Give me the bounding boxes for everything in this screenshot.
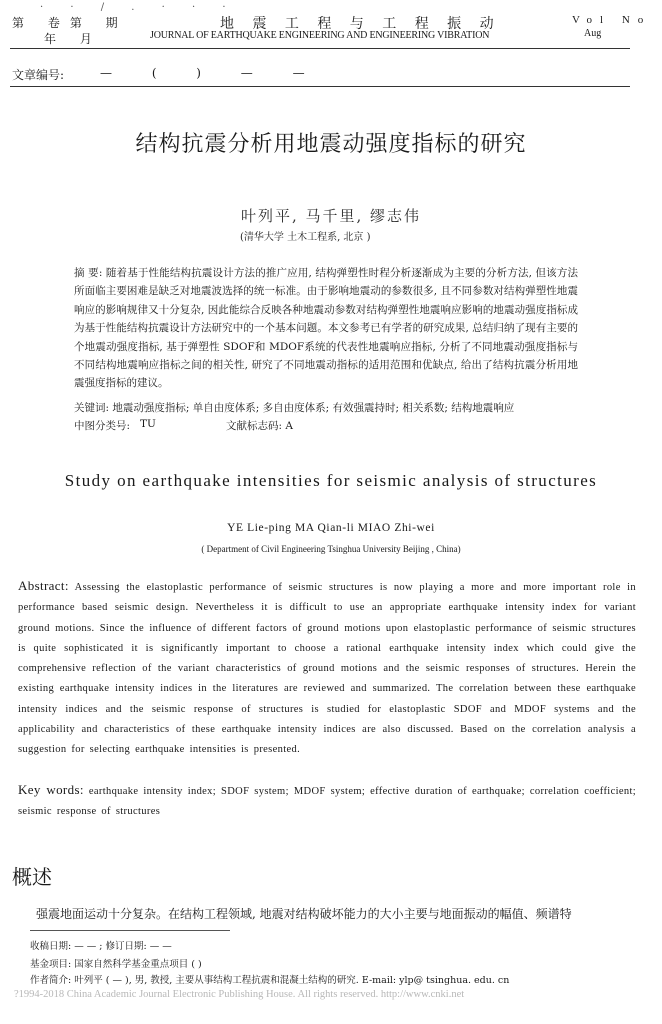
keywords-cn: 关键词: 地震动强度指标; 单自由度体系; 多自由度体系; 有效强震持时; 相关系数; 结构地震响应 [74,402,515,414]
header-marks: · · / . · · · [40,2,238,13]
affiliation-cn: (清华大学 土木工程系, 北京 ) [240,232,371,243]
clc-label: 中图分类号: [74,420,131,432]
month-label: Aug [584,28,602,39]
footnote-author: 作者简介: 叶列平 ( — ), 男, 教授, 主要从事结构工程抗震和混凝土结构的研究. E-mail: ylp@ tsinghua. edu. cn [30,975,510,986]
section-heading: 概述 [12,865,52,889]
article-number-label: 文章编号: [12,68,65,82]
keywords-en-label: Key words: [18,782,84,797]
keywords-en [18,780,636,823]
abstract-en [18,576,636,761]
abstract-en-label: Abstract: [18,578,69,593]
abstract-cn: 摘 要: 随着基于性能结构抗震设计方法的推广应用, 结构弹塑性时程分析逐渐成为主要的分析方法, 但该方法所面临主要困难是缺乏对地震波选择的统一标准。由于影响地震动的参数很多, 且不同参数对结构弹塑性地震响应的影响规律又十分复杂, 因此能综合反映各种地震动参数对结构弹塑性地震响应影响的地震动强度指标成为基于性能结构抗震设计方法研究中的一个基本问题。本文参考已有学者的研究成果, 总结归纳了现有主要的 个地震动强度指标, 基于弹塑性 SDOF和 MDOF系统的代表性地震响应指标, 分析了不同地震动强度指标与不同结构地震响应指标之间的相关性, 研究了不同地震动指标的适用范围和优缺点, 给出了结构抗震分析用地震强度指标的建议。 [74,267,578,390]
header-rule [10,48,630,49]
paper-title-cn: 结构抗震分析用地震动强度指标的研究 [135,132,527,157]
affiliation-en: ( Department of Civil Engineering Tsinghua University Beijing , China) [201,544,461,554]
footnote-rule [30,930,230,931]
vol-no-label: Vol No [572,14,652,26]
copyright-watermark: ?1994-2018 China Academic Journal Electronic Publishing House. All rights reserved. http://www.cnki.net [14,989,465,1000]
journal-title-en: JOURNAL OF EARTHQUAKE ENGINEERING AND ENGINEERING VIBRATION [150,30,490,41]
footnote-received: 收稿日期: — — ; 修订日期: — — [30,941,172,952]
abstract-en-text: Assessing the elastoplastic performance of seismic structures is now playing a more and more important role in performance based seismic design. Nevertheless it is difficult to use an appropriate earthquake intensity index for variant ground motions. Since the influence of different factors of ground motions upon elastoplastic performance of seismic structures is quite sophisticated it is significantly important to choose a rational earthquake intensity index which could give the comprehensive reflection of the variant characteristics of ground motions and the seismic responses of structures. Herein the existing earthquake intensity indices in the literatures are reviewed and summarized. The correlation between these earthquake intensity indices and the seismic response of structures is studied for elastoplastic SDOF and MDOF systems and the applicability and characteristics of these earthquake intensity indices are also discussed. Based on the correlation analysis a suggestion for selecting earthquake intensities is presented. [18,582,636,756]
body-paragraph: 强震地面运动十分复杂。在结构工程领域, 地震对结构破坏能力的大小主要与地面振动的幅值、频谱特 [36,907,572,921]
journal-title-cn: 地 震 工 程 与 工 程 振 动 [220,16,501,32]
authors-cn: 叶列平, 马千里, 缪志伟 [240,207,422,225]
keywords-en-text: earthquake intensity index; SDOF system; MDOF system; effective duration of earthquake; correlation coefficient; seismic response of structures [18,786,637,818]
article-number-value: — ( ) — — [100,66,323,80]
volume-issue-label: 第 卷第 期 [12,16,128,30]
year-month-label: 年 月 [44,32,102,46]
document-code: 文献标志码: A [226,420,293,432]
authors-en: YE Lie-ping MA Qian-li MIAO Zhi-wei [227,522,435,534]
article-rule [10,86,630,87]
footnote-fund: 基金项目: 国家自然科学基金重点项目 ( ) [30,959,202,970]
paper-title-en: Study on earthquake intensities for seismic analysis of structures [64,471,598,490]
clc-code: TU [140,418,156,430]
